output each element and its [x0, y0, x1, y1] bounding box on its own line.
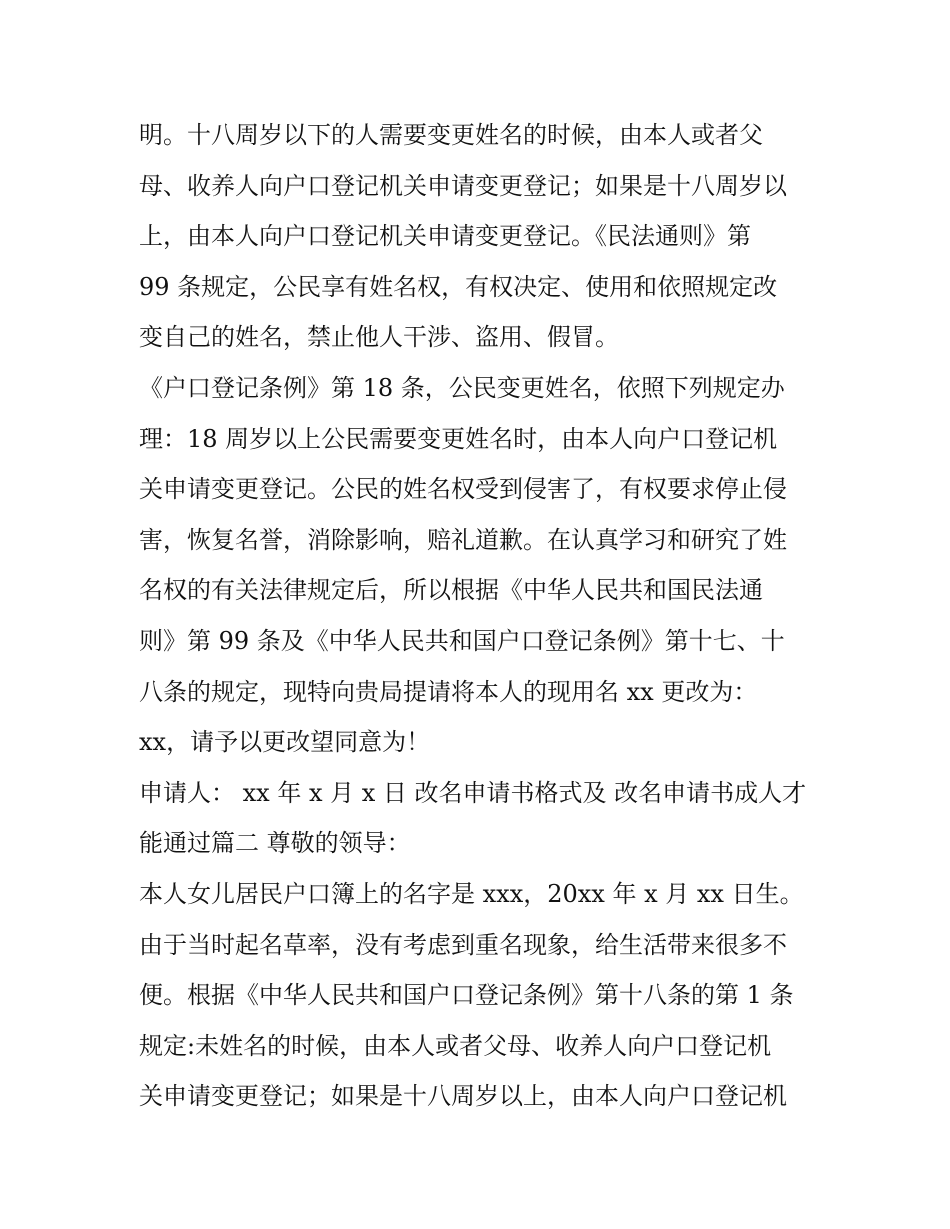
- text-line-2: 母、收养人向户口登记机关申请变更登记；如果是十八周岁以: [139, 171, 787, 200]
- text-line-12: 八条的规定，现特向贵局提请将本人的现用名 xx 更改为：: [139, 677, 758, 706]
- text-line-1: 明。十八周岁以下的人需要变更姓名的时候，由本人或者父: [139, 121, 763, 149]
- text-line-14: 申请人： xx 年 x 月 x 日 改名申请书格式及 改名申请书成人才: [139, 778, 807, 807]
- text-line-9: 害，恢复名誉，消除影响，赔礼道歉。在认真学习和研究了姓: [139, 525, 787, 554]
- text-line-10: 名权的有关法律规定后，所以根据《中华人民共和国民法通: [139, 576, 763, 605]
- text-line-17: 由于当时起名草率，没有考虑到重名现象，给生活带来很多不: [139, 930, 787, 959]
- text-line-8: 关申请变更登记。公民的姓名权受到侵害了，有权要求停止侵: [139, 475, 787, 504]
- text-line-16: 本人女儿居民户口簿上的名字是 xxx，20xx 年 x 月 xx 日生。: [139, 879, 804, 908]
- text-line-11: 则》第 99 条及《中华人民共和国户口登记条例》第十七、十: [139, 626, 785, 655]
- text-line-5: 变自己的姓名，禁止他人干涉、盗用、假冒。: [139, 323, 619, 352]
- text-line-18: 便。根据《中华人民共和国户口登记条例》第十八条的第 1 条: [139, 981, 794, 1010]
- text-line-4: 99 条规定，公民享有姓名权，有权决定、使用和依照规定改: [139, 272, 778, 301]
- text-line-15: 能通过篇二 尊敬的领导：: [139, 829, 411, 858]
- text-line-7: 理：18 周岁以上公民需要变更姓名时，由本人向户口登记机: [139, 424, 778, 453]
- text-line-3: 上，由本人向户口登记机关申请变更登记。《民法通则》第: [139, 222, 751, 251]
- document-body: [139, 110, 819, 1122]
- text-line-13: xx，请予以更改望同意为！: [139, 728, 431, 757]
- text-line-19: 规定:未姓名的时候，由本人或者父母、收养人向户口登记机: [139, 1031, 772, 1060]
- text-line-20: 关申请变更登记；如果是十八周岁以上，由本人向户口登记机: [139, 1082, 787, 1111]
- text-line-6: 《户口登记条例》第 18 条，公民变更姓名，依照下列规定办: [139, 373, 785, 402]
